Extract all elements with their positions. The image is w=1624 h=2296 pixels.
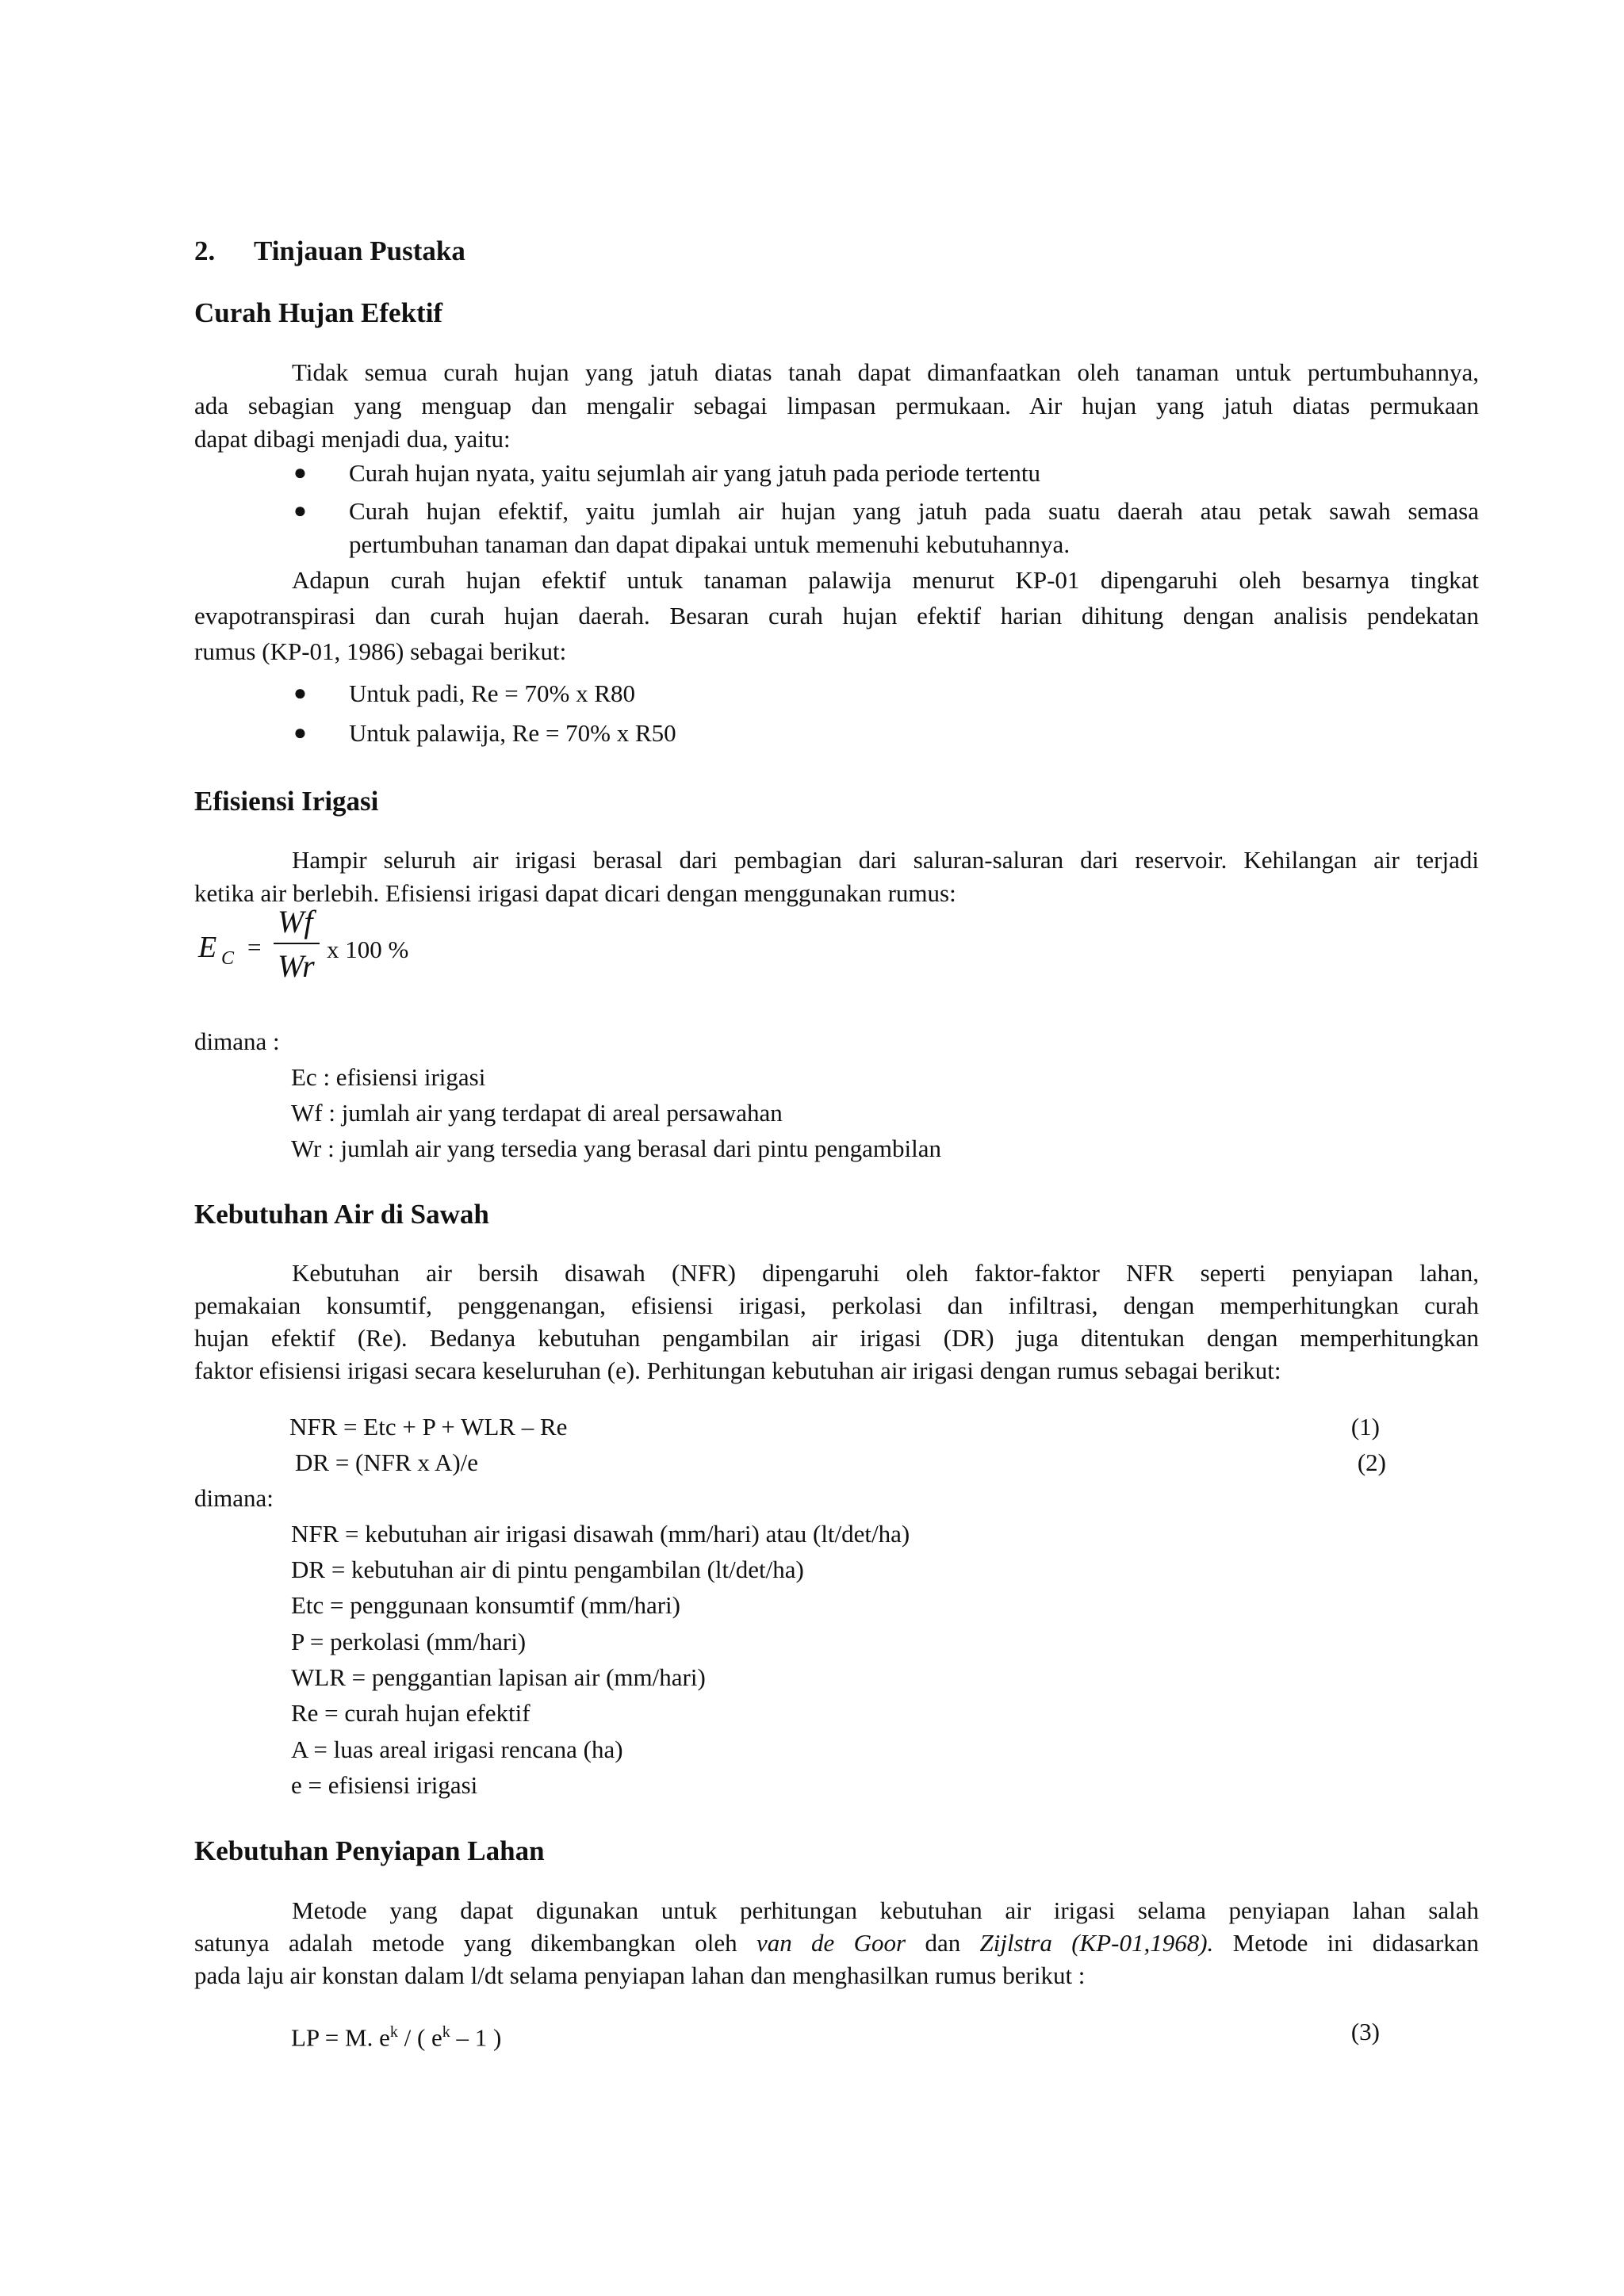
text-run: Metode ini didasarkan: [1213, 1929, 1479, 1957]
paragraph-line: rumus (KP-01, 1986) sebagai berikut:: [194, 637, 567, 665]
bullet-icon: ●: [293, 461, 307, 485]
definition-line: Wr : jumlah air yang tersedia yang berasal dari pintu pengambilan: [291, 1135, 941, 1162]
eq3-part: – 1 ): [450, 2023, 502, 2052]
paragraph-line: ada sebagian yang menguap dan mengalir sebagai limpasan permukaan. Air hujan yang jatuh diatas permukaan: [194, 392, 1479, 419]
formula-numerator: Wf: [278, 904, 313, 939]
heading-kebutuhan-sawah: Kebutuhan Air di Sawah: [194, 1199, 489, 1230]
paragraph-line: faktor efisiensi irigasi secara keseluruhan (e). Perhitungan kebutuhan air irigasi dengan rumus sebagai berikut:: [194, 1357, 1281, 1384]
paragraph-line: [194, 1927, 1479, 1960]
definition-line: Ec : efisiensi irigasi: [291, 1063, 486, 1091]
citation-author: van de Goor: [756, 1929, 906, 1957]
paragraph-line: pemakaian konsumtif, penggenangan, efisiensi irigasi, perkolasi dan infiltrasi, dengan memperhitungkan curah: [194, 1292, 1479, 1319]
heading-efisiensi: Efisiensi Irigasi: [194, 786, 379, 817]
definition-line: e = efisiensi irigasi: [291, 1771, 478, 1799]
eq3-exponent: k: [389, 2023, 398, 2041]
fraction-bar: [274, 943, 320, 944]
eq3-part: / ( e: [397, 2023, 442, 2052]
equation-3: [291, 2015, 501, 2054]
paragraph-line: Adapun curah hujan efektif untuk tanaman palawija menurut KP-01 dipengaruhi oleh besarnya tingkat: [292, 566, 1479, 594]
definition-line: Re = curah hujan efektif: [291, 1699, 530, 1727]
paragraph-line: Tidak semua curah hujan yang jatuh diatas tanah dapat dimanfaatkan oleh tanaman untuk pertumbuhannya,: [292, 358, 1479, 386]
dimana-label: dimana :: [194, 1027, 280, 1055]
equation-3-number: (3): [1350, 2018, 1380, 2045]
definition-line: Wf : jumlah air yang terdapat di areal persawahan: [291, 1099, 783, 1127]
heading-curah-hujan: Curah Hujan Efektif: [194, 297, 443, 328]
paragraph-line: Metode yang dapat digunakan untuk perhitungan kebutuhan air irigasi selama penyiapan lahan salah: [292, 1896, 1479, 1924]
definition-line: P = perkolasi (mm/hari): [291, 1628, 527, 1655]
bullet-item: Curah hujan nyata, yaitu sejumlah air yang jatuh pada periode tertentu: [349, 459, 1041, 487]
paragraph-line: dapat dibagi menjadi dua, yaitu:: [194, 425, 511, 453]
eq3-exponent: k: [442, 2023, 450, 2041]
citation-reference: Zijlstra (KP-01,1968).: [979, 1929, 1214, 1957]
equation-1-number: (1): [1350, 1413, 1380, 1441]
formula-denominator: Wr: [278, 948, 315, 984]
paragraph-line: Hampir seluruh air irigasi berasal dari pembagian dari saluran-saluran dari reservoir. Kehilangan air terjadi: [292, 846, 1479, 874]
formula-lhs-subscript: C: [221, 948, 235, 969]
dimana-label: dimana:: [194, 1484, 274, 1512]
definition-line: A = luas areal irigasi rencana (ha): [291, 1735, 623, 1763]
bullet-item: Untuk palawija, Re = 70% x R50: [349, 719, 676, 747]
paragraph-line: evapotranspirasi dan curah hujan daerah. Besaran curah hujan efektif harian dihitung dengan analisis pendekatan: [194, 602, 1479, 629]
eq3-part: LP = M. e: [291, 2023, 390, 2052]
definition-line: Etc = penggunaan konsumtif (mm/hari): [291, 1591, 680, 1619]
section-number: 2.: [194, 235, 216, 266]
equation-2: DR = (NFR x A)/e: [295, 1448, 479, 1476]
formula-equals: =: [247, 933, 262, 961]
bullet-icon: ●: [293, 499, 307, 523]
text-run: dan: [906, 1929, 980, 1957]
paragraph-line: pada laju air konstan dalam l/dt selama penyiapan lahan dan menghasilkan rumus berikut :: [194, 1961, 1086, 1989]
bullet-item-continuation: pertumbuhan tanaman dan dapat dipakai untuk memenuhi kebutuhannya.: [349, 530, 1071, 558]
section-title: Tinjauan Pustaka: [254, 235, 465, 266]
definition-line: NFR = kebutuhan air irigasi disawah (mm/hari) atau (lt/det/ha): [291, 1520, 910, 1548]
formula-tail: x 100 %: [327, 936, 409, 963]
bullet-item: Curah hujan efektif, yaitu jumlah air hujan yang jatuh pada suatu daerah atau petak sawah semasa: [349, 497, 1479, 525]
heading-penyiapan-lahan: Kebutuhan Penyiapan Lahan: [194, 1835, 545, 1866]
text-run: satunya adalah metode yang dikembangkan oleh: [194, 1929, 756, 1957]
bullet-icon: ●: [293, 721, 307, 745]
equation-2-number: (2): [1357, 1448, 1386, 1476]
definition-line: WLR = penggantian lapisan air (mm/hari): [291, 1663, 706, 1691]
paragraph-line: ketika air berlebih. Efisiensi irigasi dapat dicari dengan menggunakan rumus:: [194, 879, 956, 907]
formula-lhs: E: [198, 931, 217, 964]
bullet-item: Untuk padi, Re = 70% x R80: [349, 679, 636, 707]
paragraph-line: hujan efektif (Re). Bedanya kebutuhan pengambilan air irigasi (DR) juga ditentukan dengan memperhitungkan: [194, 1324, 1479, 1352]
bullet-icon: ●: [293, 681, 307, 706]
definition-line: DR = kebutuhan air di pintu pengambilan (lt/det/ha): [291, 1556, 804, 1583]
equation-1: NFR = Etc + P + WLR – Re: [289, 1413, 568, 1441]
paragraph-line: Kebutuhan air bersih disawah (NFR) dipengaruhi oleh faktor-faktor NFR seperti penyiapan lahan,: [292, 1259, 1479, 1287]
